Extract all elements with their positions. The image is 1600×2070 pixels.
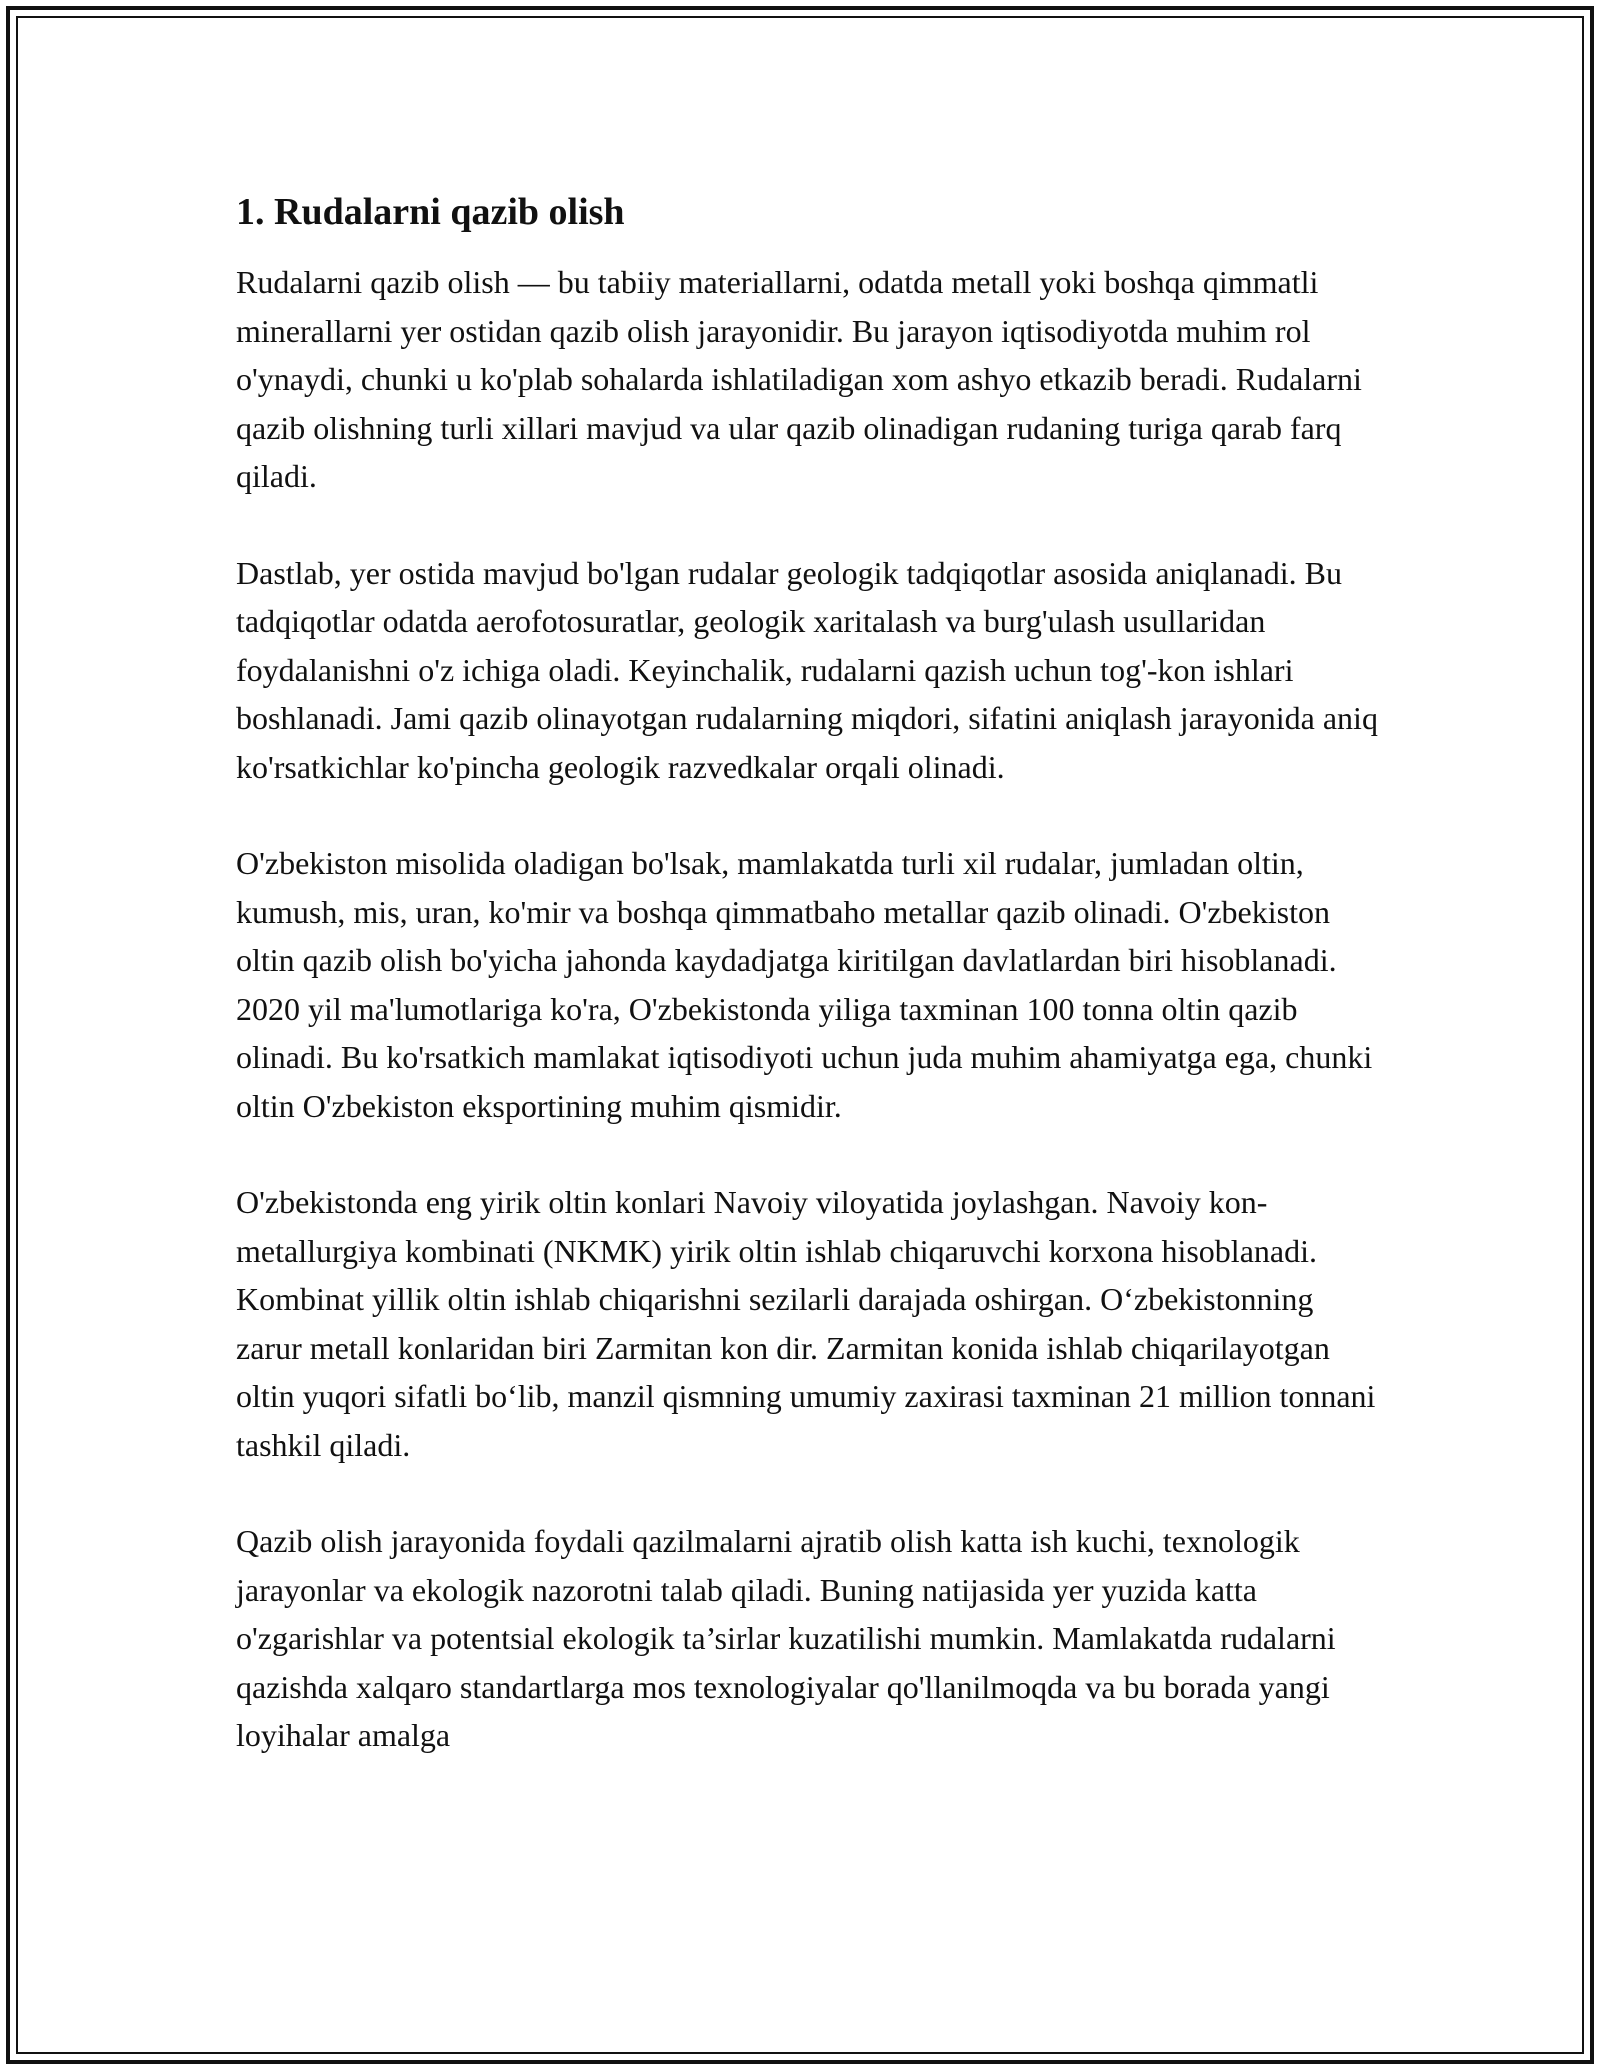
paragraph-1: Rudalarni qazib olish — bu tabiiy materiallarni, odatda metall yoki boshqa qimmatli minerallarni yer ostidan qazib olish jarayonidir. Bu jarayon iqtisodiyotda muhim rol o'ynaydi, chunki u ko'plab sohalarda ishlatiladigan xom ashyo etkazib beradi. Rudalarni qazib olishning turli xillari mavjud va ular qazib olinadigan rudaning turiga qarab farq qiladi. [236, 264, 1362, 494]
paragraph-5: Qazib olish jarayonida foydali qazilmalarni ajratib olish katta ish kuchi, texnologik jarayonlar va ekologik nazorotni talab qiladi. Buning natijasida yer yuzida katta o'zgarishlar va potentsial ekologik ta’sirlar kuzatilishi mumkin. Mamlakatda rudalarni qazishda xalqaro standartlarga mos texnologiyalar qo'llanilmoqda va bu borada yangi loyihalar amalga [236, 1523, 1336, 1753]
paragraph-4: O'zbekistonda eng yirik oltin konlari Navoiy viloyatida joylashgan. Navoiy kon-metallurgiya kombinati (NKMK) yirik oltin ishlab chiqaruvchi korxona hisoblanadi. Kombinat yillik oltin ishlab chiqarishni sezilarli darajada oshirgan. O‘zbekistonning zarur metall konlaridan biri Zarmitan kon dir. Zarmitan konida ishlab chiqarilayotgan oltin yuqori sifatli bo‘lib, manzil qismning umumiy zaxirasi taxminan 21 million tonnani tashkil qiladi. [236, 1184, 1376, 1463]
document-body [236, 188, 1386, 1808]
section-heading: 1. Rudalarni qazib olish [236, 191, 625, 233]
paragraph-3: O'zbekiston misolida oladigan bo'lsak, mamlakatda turli xil rudalar, jumladan oltin, kumush, mis, uran, ko'mir va boshqa qimmatbaho metallar qazib olinadi. O'zbekiston oltin qazib olish bo'yicha jahonda kaydadjatga kiritilgan davlatlardan biri hisoblanadi. 2020 yil ma'lumotlariga ko'ra, O'zbekistonda yiliga taxminan 100 tonna oltin qazib olinadi. Bu ko'rsatkich mamlakat iqtisodiyoti uchun juda muhim ahamiyatga ega, chunki oltin O'zbekiston eksportining muhim qismidir. [236, 845, 1373, 1124]
paragraph-2: Dastlab, yer ostida mavjud bo'lgan rudalar geologik tadqiqotlar asosida aniqlanadi. Bu tadqiqotlar odatda aerofotosuratlar, geologik xaritalash va burg'ulash usullaridan foydalanishni o'z ichiga oladi. Keyinchalik, rudalarni qazish uchun tog'-kon ishlari boshlanadi. Jami qazib olinayotgan rudalarning miqdori, sifatini aniqlash jarayonida aniq ko'rsatkichlar ko'pincha geologik razvedkalar orqali olinadi. [236, 554, 1378, 785]
